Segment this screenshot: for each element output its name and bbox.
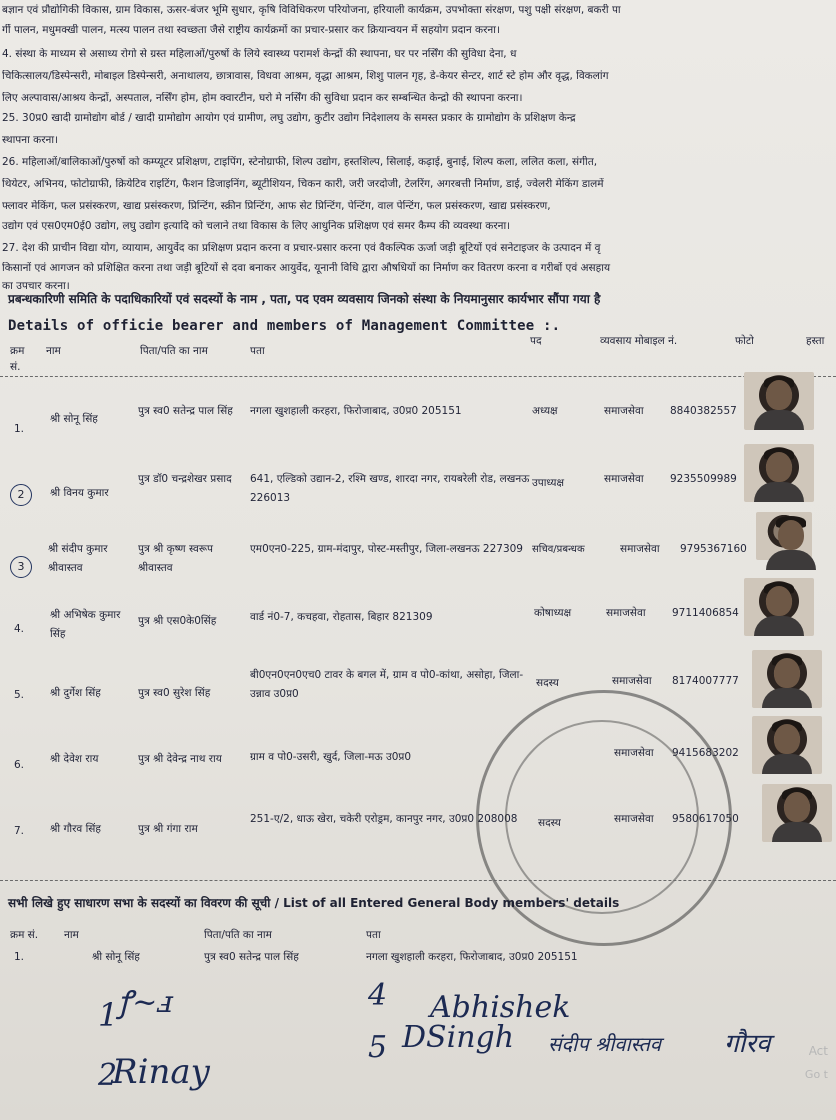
row-father: पुत्र श्री एस0के0सिंह bbox=[138, 615, 217, 627]
row-father: पुत्र स्व0 सतेन्द्र पाल सिंह bbox=[138, 405, 233, 417]
row-serial-circled: 3 bbox=[10, 556, 32, 578]
gb-header-name: नाम bbox=[64, 929, 79, 941]
row-name: श्री अभिषेक कुमार सिंह bbox=[50, 609, 121, 640]
row-serial: 7. bbox=[14, 825, 25, 837]
objective-line: फ्लावर मेकिंग, फल प्रसंस्करण, खाद्य प्रसंस्करण, प्रिन्टिंग, स्क्रीन प्रिन्टिंग, आफ सेट प्रिन्टिंग, पेन्टिंग, वाल पेन्टिंग, फल प्रसंस्करण, खाद्य प्रसंस्करण, bbox=[2, 200, 551, 212]
objective-line: उद्योग एवं एस0एम0ई0 उद्योग, लघु उद्योग इत्यादि को चलाने तथा विकास के लिए आधुनिक प्रशिक्षण एवं समर कैम्प की व्यवस्था करना। bbox=[2, 220, 511, 232]
objective-line: स्थापना करना। bbox=[2, 134, 59, 146]
row-post: सचिव/प्रबन्धक bbox=[532, 544, 585, 555]
row-father: पुत्र श्री कृष्ण स्वरूप श्रीवास्तव bbox=[138, 543, 214, 574]
objective-line: 27. देश की प्राचीन विद्या योग, व्यायाम, आयुर्वेद का प्रशिक्षण प्रदान करना व प्रचार-प्रसार करना एवं वैकल्पिक ऊर्जा जड़ी बूटियों एवं सनेटाइजर के उत्पादन में वृ bbox=[2, 242, 601, 254]
row-occupation: समाजसेवा bbox=[604, 473, 644, 485]
row-address: एम0एन0-225, ग्राम-मंदापुर, पोस्ट-मस्तीपुर, जिला-लखनऊ 227309 bbox=[250, 543, 523, 555]
row-serial-circled: 2 bbox=[10, 484, 32, 506]
row-mobile: 9795367160 bbox=[680, 543, 747, 555]
row-serial: 1. bbox=[14, 423, 25, 435]
row-occupation: समाजसेवा bbox=[614, 813, 654, 825]
society-seal-inner bbox=[505, 720, 699, 914]
objective-line: बज्ञान एवं प्रौद्योगिकी विकास, ग्राम विकास, ऊसर-बंजर भूमि सुधार, कृषि विविधिकरण परियोजना, हरियाली कार्यक्रम, उपभोक्ता संरक्षण, पशु पक्षी संरक्षण, बकरी पा bbox=[2, 4, 621, 16]
member-photo bbox=[752, 650, 822, 708]
activation-watermark: Go t bbox=[804, 1068, 828, 1081]
row-mobile: 9711406854 bbox=[672, 607, 739, 619]
gb-header-serial: क्रम सं. bbox=[10, 929, 39, 941]
member-photo bbox=[744, 578, 814, 636]
management-title-hindi: प्रबन्धकारिणी समिति के पदाधिकारियों एवं सदस्यों के नाम , पता, पद एवम व्यवसाय जिनको संस्था के नियमानुसार कार्यभार सौंपा गया है bbox=[8, 292, 601, 306]
header-serial-2: सं. bbox=[10, 361, 21, 373]
gb-header-address: पता bbox=[366, 929, 381, 941]
row-serial: 6. bbox=[14, 759, 25, 771]
row-father: पुत्र डॉ0 चन्द्रशेखर प्रसाद bbox=[138, 473, 232, 485]
handwritten-number: 4 bbox=[368, 978, 388, 1013]
divider bbox=[0, 376, 836, 377]
objective-line: चिकित्सालय/डिस्पेन्सरी, मोबाइल डिस्पेन्सरी, अनाथालय, छात्रावास, विधवा आश्रम, वृद्धा आश्रम, शिशु पालन गृह, डे-केयर सेन्टर, शार्ट स्टे होम और वृद्ध, विकलांग bbox=[2, 70, 609, 82]
objective-line: किसानों एवं आगजन को प्रशिक्षित करना तथा जड़ी बूटियों से दवा बनाकर आयुर्वेद, यूनानी विधि द्वारा औषधियों का निर्माण कर वितरण करना व गरीबों एवं असहाय bbox=[2, 262, 611, 274]
header-name: नाम bbox=[46, 345, 61, 357]
gb-row-name: श्री सोनू सिंह bbox=[92, 951, 140, 963]
row-occupation: समाजसेवा bbox=[612, 675, 652, 687]
row-address: वार्ड नं0-7, कचहवा, रोहतास, बिहार 821309 bbox=[250, 611, 433, 623]
header-signature: हस्ता bbox=[806, 335, 825, 347]
gb-header-father: पिता/पति का नाम bbox=[204, 929, 272, 941]
row-address: ग्राम व पो0-उसरी, खुर्द, जिला-मऊ उ0प्र0 bbox=[250, 751, 412, 763]
handwritten-name: DSingh bbox=[402, 1020, 515, 1055]
handwritten-signature-1: ꝭ~ⅎ bbox=[118, 985, 173, 1020]
row-post: कोषाध्यक्ष bbox=[534, 607, 572, 619]
row-address: बी0एन0एन0एच0 टावर के बगल में, ग्राम व पो0-कांथा, असोहा, जिला-उन्नाव उ0प्र0 bbox=[250, 669, 524, 700]
row-occupation: समाजसेवा bbox=[620, 543, 660, 555]
row-occupation: समाजसेवा bbox=[614, 747, 654, 759]
row-serial: 4. bbox=[14, 623, 25, 635]
gb-row-father: पुत्र स्व0 सतेन्द्र पाल सिंह bbox=[204, 951, 299, 963]
row-occupation: समाजसेवा bbox=[606, 607, 646, 619]
objective-line: 26. महिलाओं/बालिकाओं/पुरुषों को कम्प्यूटर प्रशिक्षण, टाइपिंग, स्टेनोग्राफी, शिल्प उद्योग, हस्तशिल्प, सिलाई, कढ़ाई, बुनाई, शिल्प कला, ललित कला, संगीत, bbox=[2, 156, 598, 168]
handwritten-name: Rinay bbox=[112, 1052, 210, 1092]
handwritten-number: 2 bbox=[98, 1058, 118, 1093]
member-photo bbox=[744, 372, 814, 430]
row-name: श्री सोनू सिंह bbox=[50, 413, 98, 425]
handwritten-number: 5 bbox=[368, 1030, 388, 1065]
gb-row-address: नगला खुशहाली करहरा, फिरोजाबाद, उ0प्र0 205151 bbox=[366, 951, 578, 963]
row-address: 641, एल्डिको उद्यान-2, रश्मि खण्ड, शारदा नगर, रायबरेली रोड, लखनऊ 226013 bbox=[250, 473, 530, 504]
row-mobile: 9415683202 bbox=[672, 747, 739, 759]
header-photo: फोटो bbox=[735, 335, 754, 347]
member-photo bbox=[762, 784, 832, 842]
member-photo bbox=[744, 444, 814, 502]
header-serial: क्रम bbox=[10, 345, 25, 357]
row-address: नगला खुशहाली करहरा, फिरोजाबाद, उ0प्र0 205151 bbox=[250, 405, 462, 417]
member-photo bbox=[756, 512, 812, 560]
member-photo bbox=[752, 716, 822, 774]
row-name: श्री दुर्गेश सिंह bbox=[50, 687, 101, 699]
row-occupation: समाजसेवा bbox=[604, 405, 644, 417]
objective-line: थियेटर, अभिनय, फोटोग्राफी, क्रियेटिव राइटिंग, फैशन डिजाइनिंग, ब्यूटीशियन, चिकन कारी, जरी जरदोजी, टेलरिंग, अगरबत्ती निर्माण, डाई, ज्वेलरी मेकिंग डालमें bbox=[2, 178, 604, 190]
header-father: पिता/पति का नाम bbox=[140, 345, 208, 357]
row-name: श्री विनय कुमार bbox=[50, 487, 109, 499]
objective-line: 25. 30प्र0 खादी ग्रामोद्योग बोर्ड / खादी ग्रामोद्योग आयोग एवं ग्रामीण, लघु उद्योग, कुटीर उद्योग निदेशालय के समस्त प्रकार के ग्रामोद्योग के प्रशिक्षण केन्द्र bbox=[2, 112, 576, 124]
general-body-title: सभी लिखे हुए साधारण सभा के सदस्यों का विवरण की सूची / List of all Entered General Body members' details bbox=[8, 896, 620, 910]
row-address: 251-ए/2, धाऊ खेरा, चकेरी एरोड्रम, कानपुर नगर, उ0प्र0 208008 bbox=[250, 813, 518, 825]
handwritten-hindi-signature: गौरव bbox=[724, 1029, 771, 1059]
row-mobile: 8174007777 bbox=[672, 675, 739, 687]
row-mobile: 8840382557 bbox=[670, 405, 737, 417]
row-father: पुत्र श्री गंगा राम bbox=[138, 823, 198, 835]
management-title-english: Details of officie bearer and members of Management Committee :. bbox=[8, 318, 561, 334]
header-address: पता bbox=[250, 345, 265, 357]
objective-line: लिए अल्पावास/आश्रय केन्द्रों, अस्पताल, नर्सिंग होम, होम क्वारटीन, घरो मे नर्सिंग की सुविधा प्रदान कर सम्बन्धित केन्द्रो की स्थापना करना। bbox=[2, 92, 523, 104]
row-post: उपाध्यक्ष bbox=[532, 477, 565, 489]
row-serial: 5. bbox=[14, 689, 25, 701]
divider bbox=[0, 880, 836, 881]
handwritten-name: Abhishek bbox=[430, 990, 571, 1025]
row-mobile: 9235509989 bbox=[670, 473, 737, 485]
row-name: श्री संदीप कुमार श्रीवास्तव bbox=[48, 543, 108, 574]
row-name: श्री गौरव सिंह bbox=[50, 823, 101, 835]
row-post: सदस्य bbox=[538, 817, 561, 829]
row-post: अध्यक्ष bbox=[532, 405, 558, 417]
row-father: पुत्र श्री देवेन्द्र नाथ राय bbox=[138, 753, 222, 765]
row-mobile: 9580617050 bbox=[672, 813, 739, 825]
activation-watermark: Act bbox=[808, 1044, 828, 1058]
row-post: सदस्य bbox=[536, 677, 559, 689]
row-father: पुत्र स्व0 सुरेश सिंह bbox=[138, 687, 211, 699]
gb-row-serial: 1. bbox=[14, 951, 25, 963]
objective-line: का उपचार करना। bbox=[2, 280, 70, 292]
objective-line: र्गी पालन, मधुमक्खी पालन, मत्स्य पालन तथा स्वच्छता जैसे राष्ट्रीय कार्यक्रमों का प्रचार-प्रसार कर क्रियान्वयन में सहयोग प्रदान करना। bbox=[2, 24, 500, 36]
header-post: पद bbox=[530, 335, 542, 347]
handwritten-number: 1 bbox=[98, 996, 119, 1034]
row-name: श्री देवेश राय bbox=[50, 753, 99, 765]
handwritten-hindi-signature: संदीप श्रीवास्तव bbox=[548, 1032, 661, 1056]
header-occupation: व्यवसाय मोबाइल नं. bbox=[600, 335, 678, 347]
objective-line: 4. संस्था के माध्यम से असाध्य रोगो से ग्रस्त महिलाओं/पुरुषों के लिये स्वास्थ्य परामर्श केन्द्रों की स्थापना, घर पर नर्सिंग की सुविधा देना, ध bbox=[2, 48, 517, 60]
